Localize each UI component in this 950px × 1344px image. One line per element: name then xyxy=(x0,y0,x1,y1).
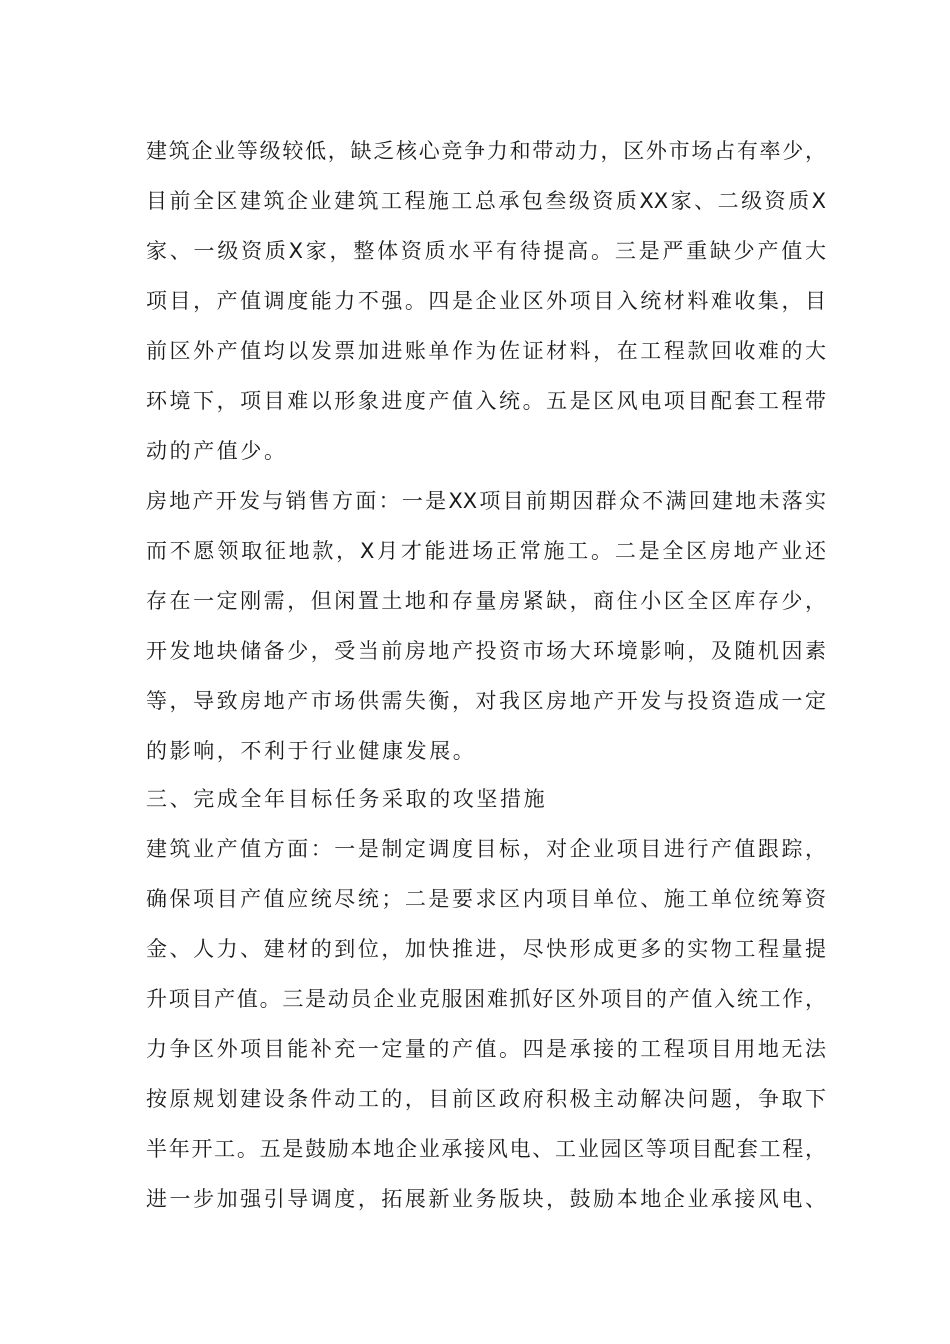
body-text-line: 建筑业产值方面：一是制定调度目标，对企业项目进行产值跟踪， xyxy=(146,837,826,861)
body-text-line: 的影响，不利于行业健康发展。 xyxy=(146,739,477,763)
body-text-line: 升项目产值。三是动员企业克服困难抓好区外项目的产值入统工作， xyxy=(146,987,826,1011)
body-text-line: 目前全区建筑企业建筑工程施工总承包叁级资质XX家、二级资质X xyxy=(146,189,826,213)
body-text-line: 环境下，项目难以形象进度产值入统。五是区风电项目配套工程带 xyxy=(146,389,826,413)
body-text-line: 确保项目产值应统尽统；二是要求区内项目单位、施工单位统筹资 xyxy=(146,887,826,911)
body-text-line: 金、人力、建材的到位，加快推进，尽快形成更多的实物工程量提 xyxy=(146,937,826,961)
body-text-line: 建筑企业等级较低，缺乏核心竞争力和带动力，区外市场占有率少， xyxy=(146,139,826,163)
section-heading: 三、完成全年目标任务采取的攻坚措施 xyxy=(146,787,548,811)
body-text-line: 项目，产值调度能力不强。四是企业区外项目入统材料难收集，目 xyxy=(146,289,826,313)
body-text-line: 按原规划建设条件动工的，目前区政府积极主动解决问题，争取下 xyxy=(146,1087,826,1111)
body-text-line: 半年开工。五是鼓励本地企业承接风电、工业园区等项目配套工程， xyxy=(146,1137,826,1161)
body-text-line: 家、一级资质X家，整体资质水平有待提高。三是严重缺少产值大 xyxy=(146,239,826,263)
body-text-line: 存在一定刚需，但闲置土地和存量房紧缺，商住小区全区库存少， xyxy=(146,589,826,613)
body-text-line: 等，导致房地产市场供需失衡，对我区房地产开发与投资造成一定 xyxy=(146,689,826,713)
body-text-line: 前区外产值均以发票加进账单作为佐证材料，在工程款回收难的大 xyxy=(146,339,826,363)
body-text-line: 而不愿领取征地款，X月才能进场正常施工。二是全区房地产业还 xyxy=(146,539,826,563)
body-text-line: 力争区外项目能补充一定量的产值。四是承接的工程项目用地无法 xyxy=(146,1037,826,1061)
body-text-line: 动的产值少。 xyxy=(146,439,288,463)
body-text-line: 房地产开发与销售方面：一是XX项目前期因群众不满回建地未落实 xyxy=(146,489,826,513)
body-text-line: 开发地块储备少，受当前房地产投资市场大环境影响，及随机因素 xyxy=(146,639,826,663)
body-text-line: 进一步加强引导调度，拓展新业务版块，鼓励本地企业承接风电、 xyxy=(146,1187,826,1211)
